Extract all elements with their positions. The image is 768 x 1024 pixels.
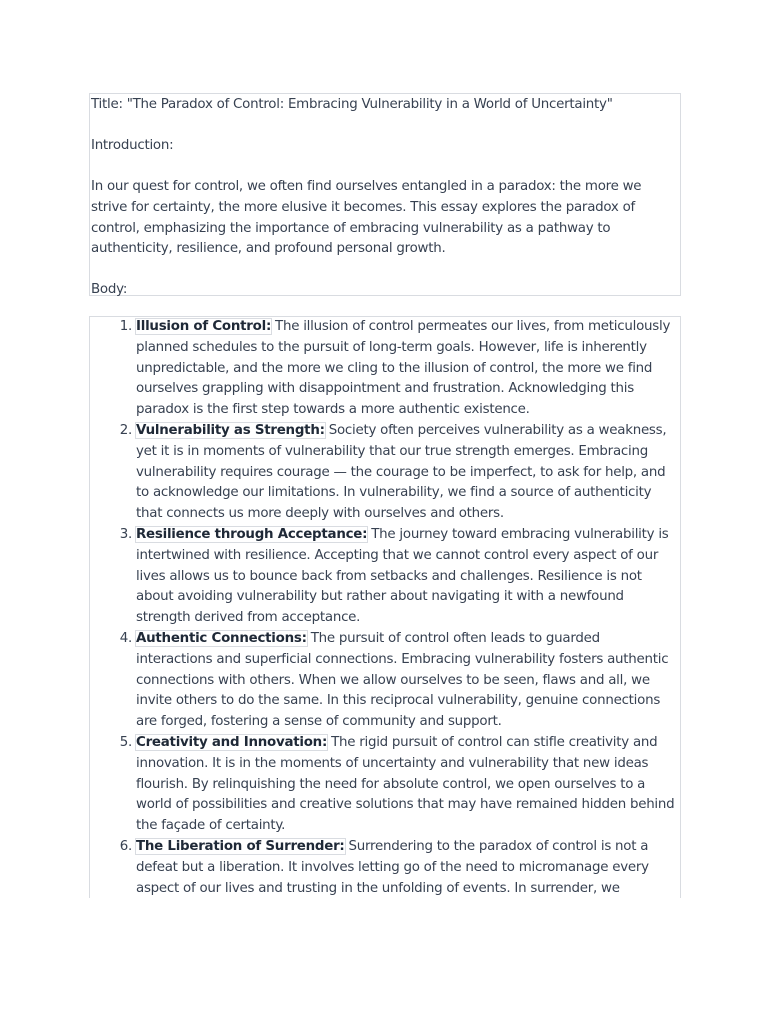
essay-title: Title: "The Paradox of Control: Embracing Vulnerability in a World of Uncertainty" xyxy=(91,97,613,112)
list-item-text: Society often perceives vulnerability as a weakness, yet it is in moments of vulnerability that our true strength emerges. Embracing vulnerability requires courage — the courage to be imperfect, to ask for help, and to acknowledge our limitations. In vulnerability, we find a source of authenticity that connects us more deeply with ourselves and others. xyxy=(136,422,667,522)
introduction-section xyxy=(89,93,681,296)
list-item xyxy=(136,837,678,898)
list-item-text: Surrendering to the paradox of control is not a defeat but a liberation. It involves letting go of the need to micromanage every aspect of our lives and trusting in the unfolding of events. In surrender, we xyxy=(136,838,649,896)
list-item-text: The illusion of control permeates our lives, from meticulously planned schedules to the pursuit of long-term goals. However, life is inherently unpredictable, and the more we cling to the illusion of control, the more we find ourselves grappling with disappointment and frustration. Acknowledging this paradox is the first step towards a more authentic existence. xyxy=(136,319,671,418)
list-item xyxy=(136,525,678,629)
list-item-heading: Authentic Connections: xyxy=(136,630,307,646)
list-item xyxy=(136,733,678,837)
list-item-text: The rigid pursuit of control can stifle creativity and innovation. It is in the moments of uncertainty and vulnerability that new ideas flourish. By relinquishing the need for absolute control, we open ourselves to a world of possibilities and creative solutions that may have remained hidden behind the façade of certainty. xyxy=(136,734,675,834)
body-section xyxy=(89,316,681,898)
list-item-text: The journey toward embracing vulnerability is intertwined with resilience. Accepting that we cannot control every aspect of our lives allows us to bounce back from setbacks and challenges. Resilience is not about avoiding vulnerability but rather about navigating it with a newfound strength derived from acceptance. xyxy=(136,526,669,626)
introduction-label: Introduction: xyxy=(91,138,174,154)
list-item-text: The pursuit of control often leads to guarded interactions and superficial connections. Embracing vulnerability fosters authentic connections with others. When we allow ourselves to be seen, flaws and all, we invite others to do the same. In this reciprocal vulnerability, genuine connections are forged, fostering a sense of community and support. xyxy=(136,630,669,730)
list-item-heading: Vulnerability as Strength: xyxy=(136,422,325,438)
introduction-paragraph: In our quest for control, we often find ourselves entangled in a paradox: the more we strive for certainty, the more elusive it becomes. This essay explores the paradox of control, emphasizing the importance of embracing vulnerability as a pathway to authenticity, resilience, and profound personal growth. xyxy=(91,179,642,257)
list-item-heading: Resilience through Acceptance: xyxy=(136,526,368,542)
list-item xyxy=(136,421,678,525)
list-item-heading: Illusion of Control: xyxy=(136,319,272,334)
body-label: Body: xyxy=(91,282,128,298)
list-item-heading: The Liberation of Surrender: xyxy=(136,838,345,854)
body-list xyxy=(90,317,680,898)
list-item xyxy=(136,317,678,421)
list-item xyxy=(136,629,678,733)
list-item-heading: Creativity and Innovation: xyxy=(136,734,328,750)
